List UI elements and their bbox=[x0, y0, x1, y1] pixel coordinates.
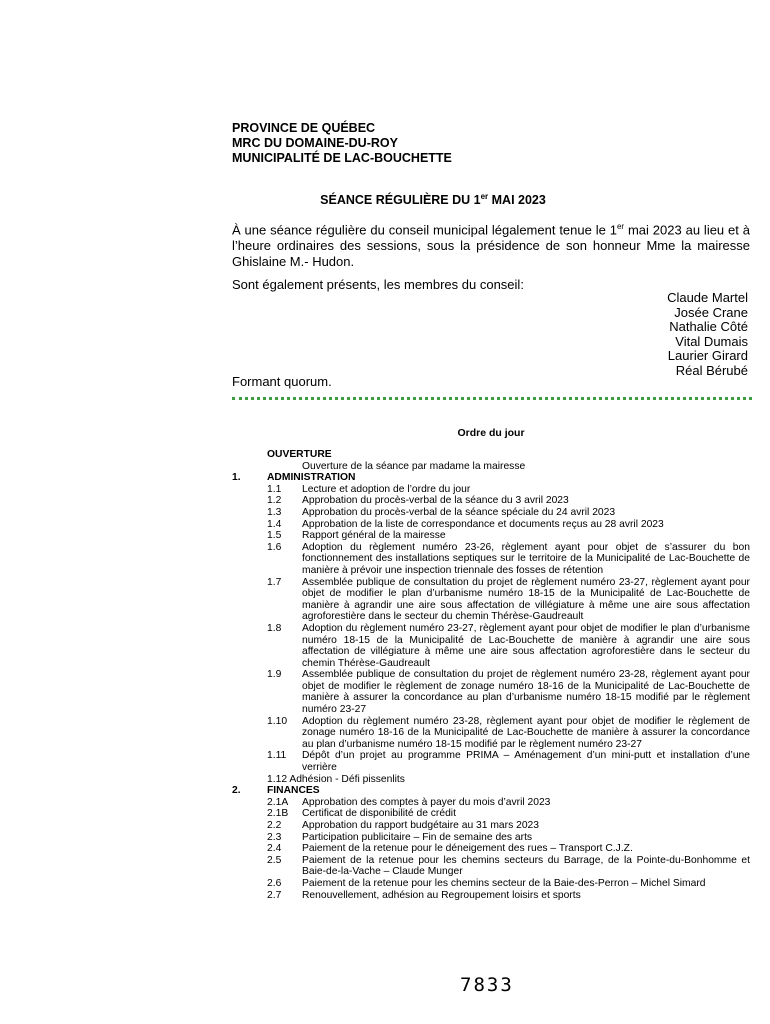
agenda-item: 1.5 Rapport général de la mairesse bbox=[267, 530, 446, 542]
agenda-item: 2.7 Renouvellement, adhésion au Regroupement loisirs et sports bbox=[267, 889, 581, 901]
agenda-item: 2.4 Paiement de la retenue pour le déneigement des rues – Transport C.J.Z. bbox=[267, 843, 633, 855]
members-list bbox=[667, 291, 748, 379]
member-name: Nathalie Côté bbox=[669, 319, 748, 335]
member-name: Josée Crane bbox=[674, 304, 748, 320]
member-name: Réal Bérubé bbox=[675, 362, 748, 378]
agenda-item: 1.2 Approbation du procès-verbal de la séance du 3 avril 2023 bbox=[267, 495, 569, 507]
section-title: FINANCES bbox=[267, 785, 320, 797]
agenda-item-extra: 1.12 Adhésion - Défi pissenlits bbox=[267, 773, 405, 785]
document-header bbox=[232, 121, 452, 166]
opening-section bbox=[232, 449, 750, 461]
section-number: 1. bbox=[232, 472, 241, 484]
agenda-item: 1.3 Approbation du procès-verbal de la séance spéciale du 24 avril 2023 bbox=[267, 506, 616, 518]
agenda-item: 1.1 Lecture et adoption de l’ordre du jour bbox=[267, 483, 471, 495]
agenda-item: 2.1B Certificat de disponibilité de crédit bbox=[267, 808, 456, 820]
agenda-item: 1.6 Adoption du règlement numéro 23-26, règlement ayant pour objet de s’assurer du bon fonctionnement des installations septiques sur le territoire de la Municipalité de Lac-Bouchette de manière à prévoir une inspection triennale des fosses de rétention bbox=[267, 541, 750, 576]
session-title: SÉANCE RÉGULIÈRE DU 1er MAI 2023 bbox=[320, 192, 546, 208]
agenda-item: 1.11 Dépôt d’un projet au programme PRIMA – Aménagement d’un mini-putt et installation d’une verrière bbox=[267, 750, 750, 774]
agenda-item: 2.6 Paiement de la retenue pour les chemins secteur de la Baie-des-Perron – Michel Simard bbox=[267, 877, 706, 889]
dotted-divider bbox=[232, 397, 752, 400]
agenda-item: 1.7 Assemblée publique de consultation du projet de règlement numéro 23-27, règlement ayant pour objet de modifier le plan d’urbanisme numéro 18-15 de la Municipalité de Lac-Bouchette de manière à agrandir une aire sous affectation de villégiature à même une aire sous affectation agroforestière dans le secteur du chemin Thérèse-Gaudreault bbox=[267, 576, 750, 623]
agenda-item: 2.3 Participation publicitaire – Fin de semaine des arts bbox=[267, 831, 533, 843]
agenda-list bbox=[232, 449, 750, 901]
agenda-item: 1.10 Adoption du règlement numéro 23-28, règlement ayant pour objet de modifier le règlement de zonage numéro 18-16 de la Municipalité de Lac-Bouchette de manière à assurer la concordance au plan d’urbanisme numéro 18-15 modifié par le règlement numéro 23-27 bbox=[267, 715, 750, 750]
province-line: PROVINCE DE QUÉBEC bbox=[232, 121, 376, 135]
page-number: 7833 bbox=[460, 974, 514, 996]
agenda-item: 2.5 Paiement de la retenue pour les chemins secteurs du Barrage, de la Pointe-du-Bonhomme et Baie-de-la-Vache – Claude Munger bbox=[267, 854, 750, 878]
section-finances bbox=[232, 785, 750, 797]
agenda-item: 1.4 Approbation de la liste de correspondance et documents reçus au 28 avril 2023 bbox=[267, 518, 664, 530]
section-administration bbox=[232, 472, 750, 484]
member-name: Vital Dumais bbox=[675, 333, 748, 349]
member-name: Claude Martel bbox=[667, 290, 748, 305]
agenda-title: Ordre du jour bbox=[457, 427, 525, 439]
agenda-item: 2.1A Approbation des comptes à payer du mois d’avril 2023 bbox=[267, 796, 551, 808]
present-members-text: Sont également présents, les membres du conseil: bbox=[232, 277, 524, 292]
section-title: ADMINISTRATION bbox=[267, 472, 356, 484]
mrc-line: MRC DU DOMAINE-DU-ROY bbox=[232, 136, 398, 150]
agenda-item: 1.9 Assemblée publique de consultation du projet de règlement numéro 23-28, règlement ayant pour objet de modifier le règlement de zonage numéro 18-16 de la Municipalité de Lac-Bouchette de manière à assurer la concordance au plan d’urbanisme numéro 18-15 modifié par le règlement numéro 23-27 bbox=[267, 669, 750, 716]
agenda-item: 1.8 Adoption du règlement numéro 23-27, règlement ayant pour objet de modifier le plan d’urbanisme numéro 18-15 de la Municipalité de Lac-Bouchette de manière à agrandir une aire sous affectation de villégiature à même une aire sous affectation agroforestière dans le secteur du chemin Thérèse-Gaudreault bbox=[267, 622, 750, 669]
section-number: 2. bbox=[232, 785, 241, 797]
quorum-text: Formant quorum. bbox=[232, 374, 332, 389]
opening-item: Ouverture de la séance par madame la mairesse bbox=[302, 460, 526, 472]
opening-title: OUVERTURE bbox=[267, 449, 332, 460]
member-name: Laurier Girard bbox=[667, 348, 748, 364]
intro-paragraph: À une séance régulière du conseil municipal légalement tenue le 1er mai 2023 au lieu et à l’heure ordinaires des sessions, sous la présidence de son honneur Mme la mairesse Ghislaine M.- Hudon. bbox=[232, 222, 750, 270]
agenda-item: 2.2 Approbation du rapport budgétaire au 31 mars 2023 bbox=[267, 820, 539, 831]
municipality-line: MUNICIPALITÉ DE LAC-BOUCHETTE bbox=[232, 151, 452, 165]
